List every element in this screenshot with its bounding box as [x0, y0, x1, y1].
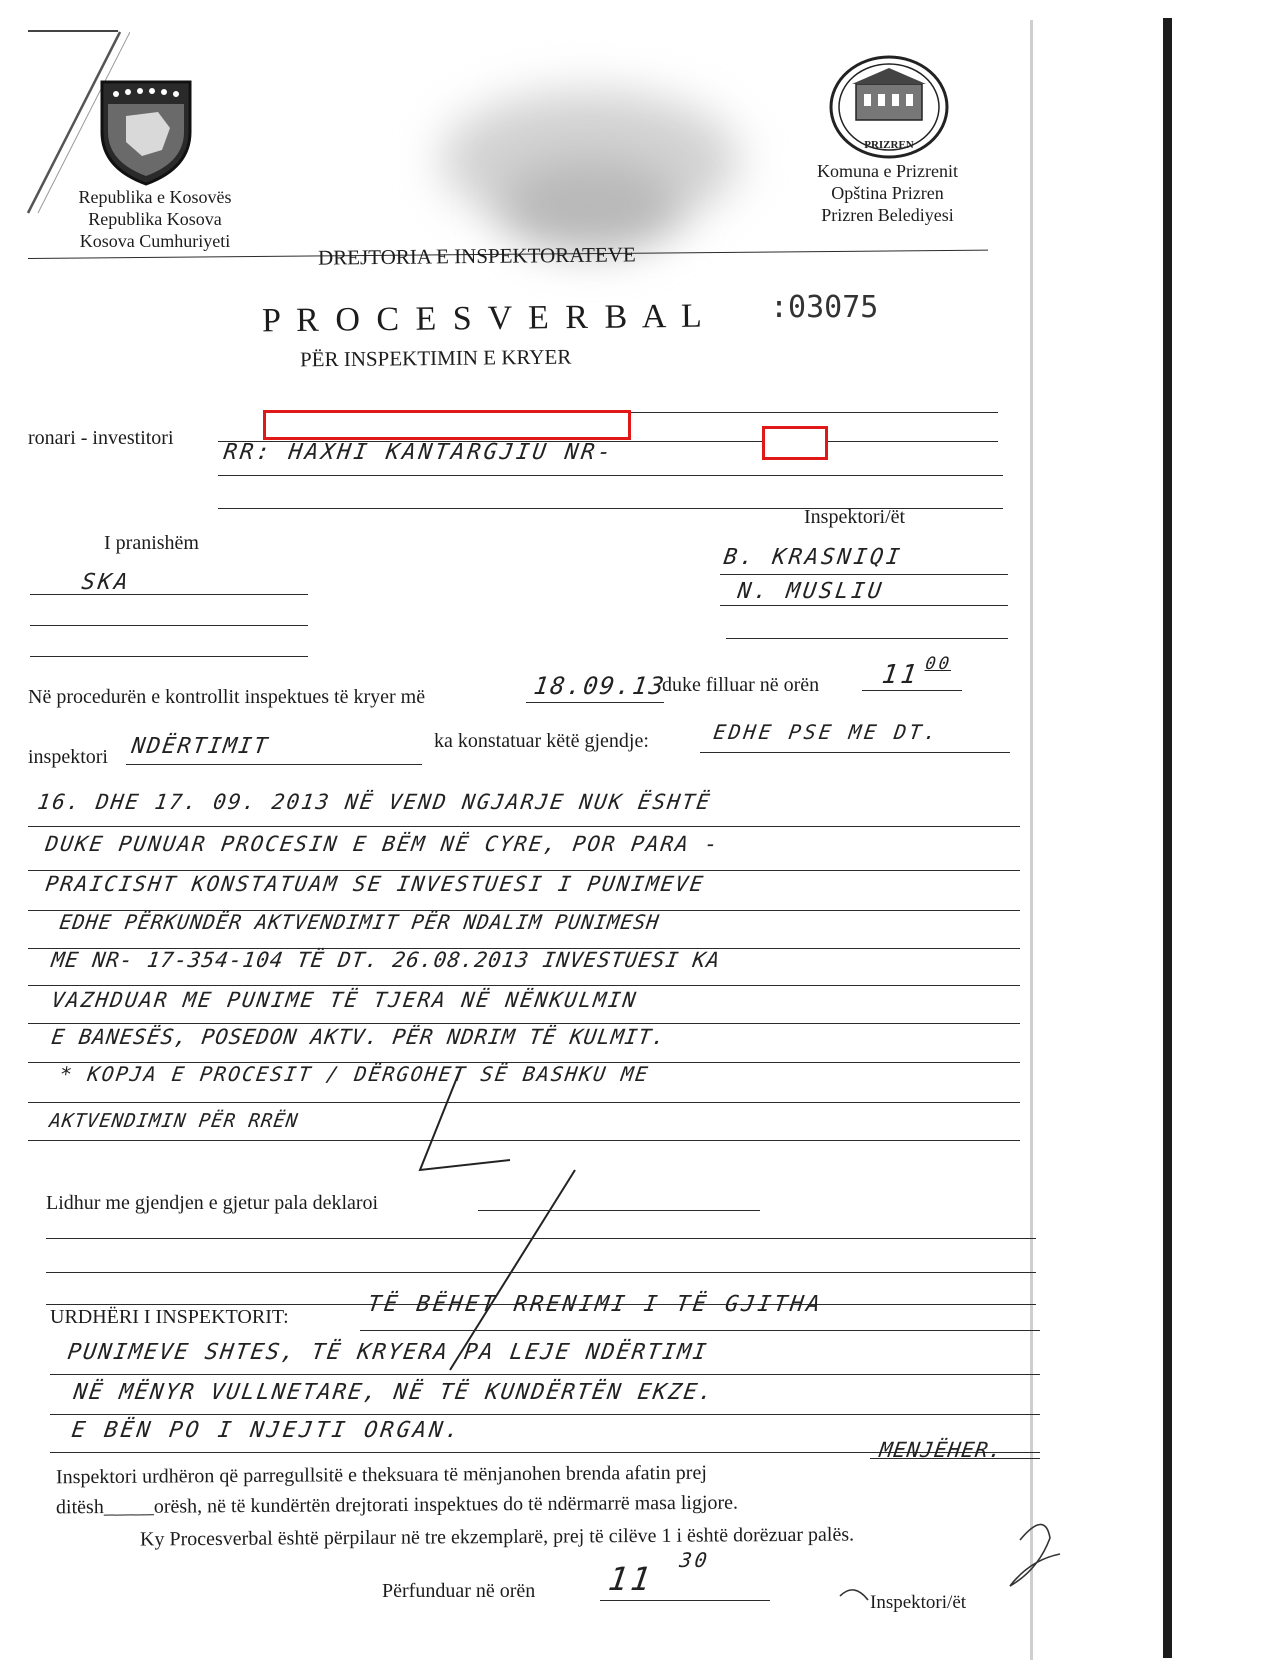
- order-rule-2: [50, 1414, 1040, 1415]
- present-line-2: [30, 625, 308, 626]
- declaration-line-1: [478, 1210, 760, 1211]
- declaration-line-2: [46, 1238, 1036, 1239]
- redaction-house-number: [762, 426, 828, 460]
- inspection-date: 18.09.13: [532, 672, 668, 700]
- kosovo-emblem: [96, 76, 196, 188]
- copies-text: Ky Procesverbal është përpilaur në tre ekzemplarë, prej të cilëve 1 i është dorëzuar palës.: [139, 1523, 855, 1551]
- order-label: URDHËRI I INSPEKTORIT:: [50, 1306, 289, 1328]
- inspector-signature: [830, 1500, 1070, 1620]
- finding-line-8: * KOPJA E PROCESIT / DËRGOHET SË BASHKU ME: [58, 1062, 652, 1086]
- finding-line-6: VAZHDUAR ME PUNIME TË TJERA NË NËNKULMIN: [50, 988, 640, 1012]
- seal-label: PRIZREN: [864, 139, 914, 151]
- present-value: SKA: [80, 570, 133, 595]
- order-line-2: NË MËNYR VULLNETARE, NË TË KUNDËRTËN EKZE.: [72, 1380, 716, 1405]
- directorate: DREJTORIA E INSPEKTORATEVE: [317, 242, 636, 270]
- finding-rule-2: [28, 870, 1020, 871]
- finding-line-7: E BANESËS, POSEDON AKTV. PËR NDRIM TË KULMIT.: [50, 1025, 668, 1049]
- finding-line-9: AKTVENDIMIN PËR RRËN: [48, 1110, 300, 1132]
- order-rule-0: [360, 1330, 1040, 1331]
- declaration-label: Lidhur me gjendjen e gjetur pala deklaroi: [46, 1192, 379, 1214]
- scan-edge-right: [1163, 18, 1172, 1658]
- present-label: I pranishëm: [104, 532, 199, 554]
- inspector-line-2: [720, 605, 1008, 606]
- procedure-text-middle: duke filluar në orën: [662, 674, 820, 696]
- smudge-top-2: [500, 160, 680, 250]
- header-left-line-1: Republika e Kosovës: [78, 187, 232, 207]
- order-first: TË BËHET RRENIMI I TË GJITHA: [366, 1292, 825, 1317]
- finding-inspector-prefix: inspektori: [28, 746, 108, 768]
- header-left-line-3: Kosova Cumhuriyeti: [79, 231, 231, 251]
- owner-line-2: [218, 475, 1003, 476]
- deadline-text: Inspektori urdhëron që parregullsitë e theksuara të mënjanohen brenda afatin prej: [55, 1461, 707, 1489]
- footer-line-2: ditësh_____orësh, në të kundërtën drejtorati inspektues do të ndërmarrë masa ligjore.: [55, 1491, 739, 1519]
- order-rule-1: [50, 1374, 1040, 1375]
- document-number: :03075: [770, 290, 879, 325]
- finding-line-2: DUKE PUNUAR PROCESIN E BËM NË CYRE, POR PARA -: [44, 832, 721, 856]
- date-line: [526, 702, 664, 703]
- document-title: P R O C E S V E R B A L: [261, 297, 706, 340]
- order-line-3: E BËN PO I NJEJTI ORGAN.: [70, 1418, 464, 1443]
- finding-line-3: PRAICISHT KONSTATUAM SE INVESTUESI I PUNIMEVE: [44, 872, 707, 896]
- start-minutes: 00: [924, 654, 954, 674]
- finished-line: [600, 1600, 770, 1601]
- inspector-line-3: [726, 638, 1008, 639]
- header-right-line-3: Prizren Belediyesi: [821, 205, 954, 225]
- finding-rule-5: [28, 985, 1020, 986]
- prizren-seal: [828, 54, 950, 160]
- finding-rule-1: [28, 826, 1020, 827]
- inspector-signature-label: Inspektori/ët: [870, 1592, 967, 1613]
- owner-label: ronari - investitori: [28, 427, 174, 449]
- deadline-value: MENJËHER.: [878, 1438, 1005, 1462]
- order-line-1: PUNIMEVE SHTES, TË KRYERA PA LEJE NDËRTIMI: [66, 1340, 710, 1365]
- redaction-owner-name: [263, 410, 631, 440]
- header-right-line-2: Opština Prizren: [831, 183, 944, 203]
- finished-label: Përfunduar në orën: [382, 1580, 536, 1602]
- start-hour: 11: [880, 660, 922, 690]
- inspector-name-1: B. KRASNIQI: [722, 545, 905, 570]
- finding-first: EDHE PSE ME DT.: [712, 720, 941, 744]
- strike-mark: [380, 1060, 600, 1380]
- finding-inspector-type: NDËRTIMIT: [130, 734, 271, 759]
- header-left-line-2: Republika Kosova: [88, 209, 222, 229]
- finding-first-line: [700, 752, 1010, 753]
- inspector-type-line: [126, 764, 422, 765]
- procedure-text-before: Në procedurën e kontrollit inspektues të kryer më: [28, 686, 426, 708]
- inspector-line-1: [720, 574, 1008, 575]
- finding-rule-6: [28, 1023, 1020, 1024]
- finished-hour: 11: [606, 1560, 656, 1598]
- header-right: [795, 160, 980, 226]
- owner-line-0: [628, 412, 998, 413]
- owner-address: RR: HAXHI KANTARGJIU NR-: [222, 440, 616, 465]
- document-subtitle: PËR INSPEKTIMIN E KRYER: [299, 344, 572, 372]
- time-line: [862, 690, 962, 691]
- declaration-line-3: [46, 1272, 1036, 1273]
- inspectors-label: Inspektori/ët: [804, 506, 906, 528]
- finished-minutes: 30: [678, 1548, 712, 1572]
- deadline-line: [870, 1458, 1040, 1459]
- present-line-3: [30, 656, 308, 657]
- finding-line-4: EDHE PËRKUNDËR AKTVENDIMIT PËR NDALIM PUNIMESH: [58, 910, 662, 934]
- finding-line-5: ME NR- 17-354-104 TË DT. 26.08.2013 INVESTUESI KA: [50, 948, 722, 972]
- header-right-line-1: Komuna e Prizrenit: [817, 161, 958, 181]
- finding-label: ka konstatuar këtë gjendje:: [434, 730, 649, 752]
- inspector-name-2: N. MUSLIU: [736, 579, 886, 604]
- header-left: [55, 186, 255, 252]
- present-line-1: [30, 594, 308, 595]
- finding-line-1: 16. DHE 17. 09. 2013 NË VEND NGJARJE NUK ËSHTË: [36, 790, 713, 814]
